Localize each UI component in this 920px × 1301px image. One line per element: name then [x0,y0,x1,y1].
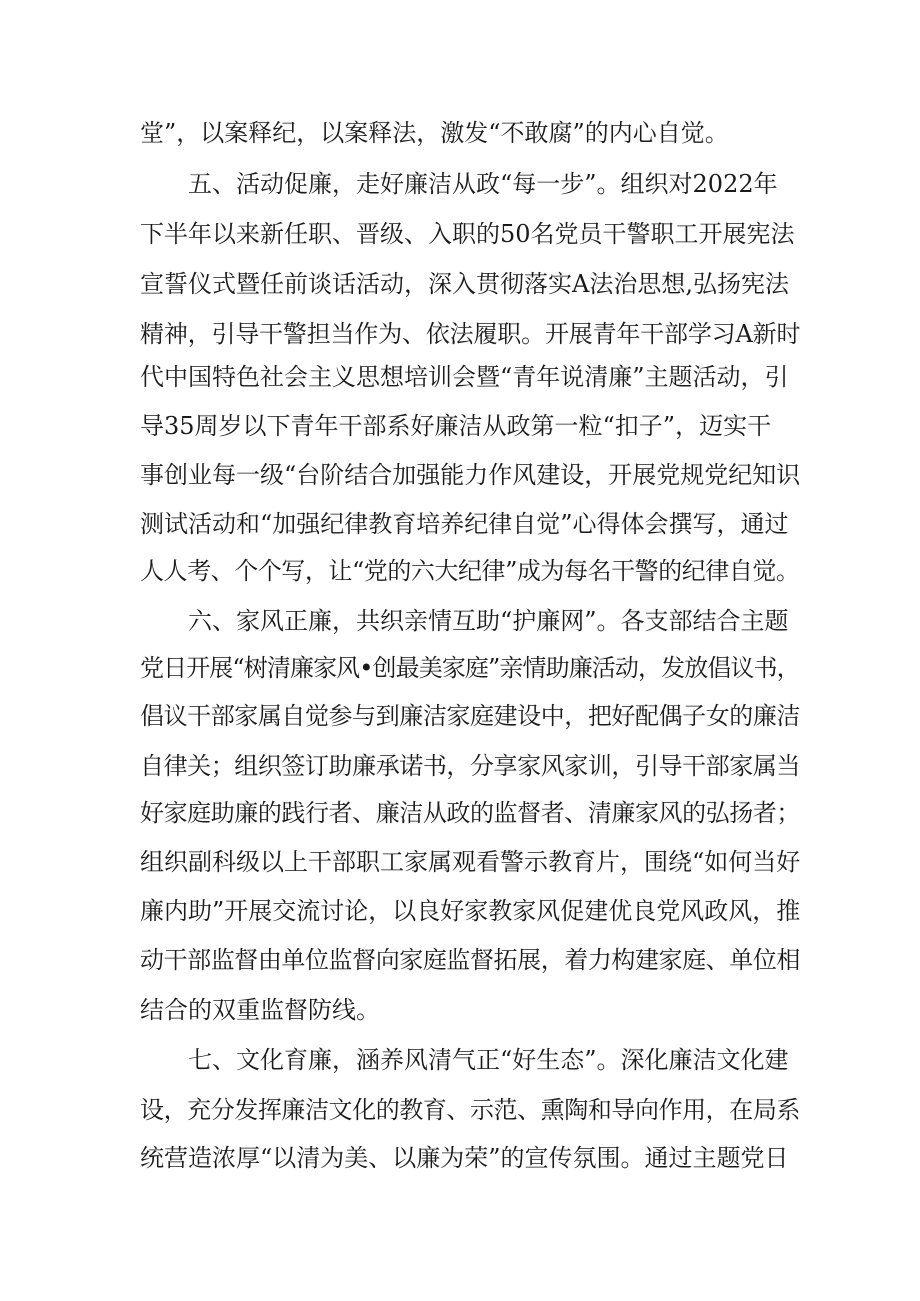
text-line-9: 测试活动和“加强纪律教育培养纪律自觉”心得体会撰写，通过 [140,510,789,538]
text-line-10: 人人考、个个写，让“党的六大纪律”成为每名干警的纪律自觉。 [140,557,800,585]
text-line-3: 下半年以来新任职、晋级、入职的50名党员干警职工开展宪法 [140,220,795,248]
text-line-17: 廉内助”开展交流讨论，以良好家教家风促建优良党风政风，推 [140,897,801,925]
text-line-16: 组织副科级以上干部职工家属观看警示教育片，围绕“如何当好 [140,848,801,876]
text-line-14: 自律关；组织签订助廉承诺书，分享家风家训，引导干部家属当 [140,752,800,780]
text-line-7: 导35周岁以下青年干部系好廉洁从政第一粒“扣子”，迈实干 [140,412,772,440]
text-line-18: 动干部监督由单位监督向家庭监督拓展，着力构建家庭、单位相 [140,946,800,974]
text-line-2: 五、活动促廉，走好廉洁从政“每一步”。组织对2022年 [188,170,778,198]
text-line-4: 宣誓仪式暨任前谈话活动，深入贯彻落实A法治思想,弘扬宪法 [140,270,789,298]
text-line-13: 倡议干部家属自觉参与到廉洁家庭建设中，把好配偶子女的廉洁 [140,702,800,730]
text-line-15: 好家庭助廉的践行者、廉洁从政的监督者、清廉家风的弘扬者； [140,799,800,827]
text-line-11: 六、家风正廉，共织亲情互助“护廉网”。各支部结合主题 [188,607,789,635]
text-line-5: 精神，引导干警担当作为、依法履职。开展青年干部学习A新时 [140,320,801,348]
text-line-12: 党日开展“树清廉家风•创最美家庭”亲情助廉活动，发放倡议书， [140,654,800,682]
text-line-8: 事创业每一级“台阶结合加强能力作风建设，开展党规党纪知识 [140,461,801,489]
text-line-21: 设，充分发挥廉洁文化的教育、示范、熏陶和导向作用，在局系 [140,1096,800,1124]
text-line-6: 代中国特色社会主义思想培训会暨“青年说清廉”主题活动，引 [140,363,789,391]
text-line-1: 堂”，以案释纪，以案释法，激发“不敢腐”的内心自觉。 [140,119,729,147]
text-line-19: 结合的双重监督防线。 [140,996,380,1024]
text-line-20: 七、文化育廉，涵养风清气正“好生态”。深化廉洁文化建 [188,1046,789,1074]
text-line-22: 统营造浓厚“以清为美、以廉为荣”的宣传氛围。通过主题党日 [140,1144,789,1172]
